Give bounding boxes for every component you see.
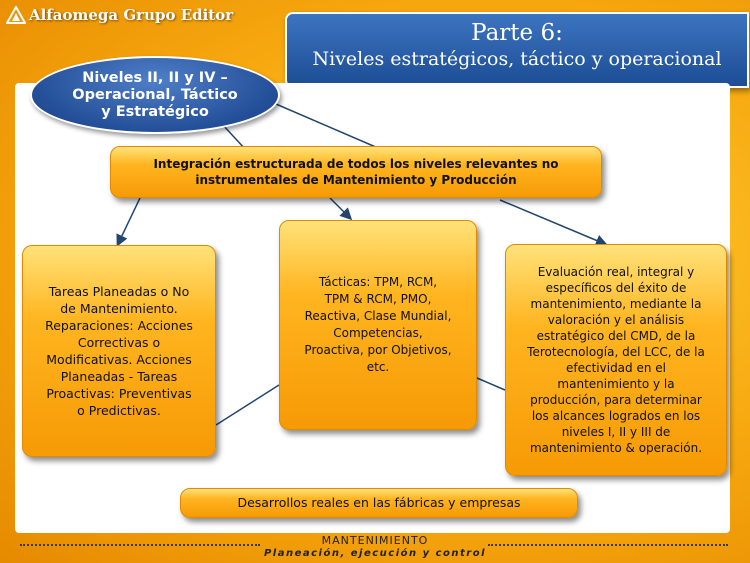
arrow-to-tareas [118,198,140,244]
desarrollos-box [180,488,578,518]
tareas-line: de Mantenimiento. [60,301,178,316]
evaluacion-line: Terotecnología, del LCC, de la [527,345,705,359]
tacticas-line: Competencias, [333,326,423,340]
connector-tareas-tacticas [216,385,279,425]
evaluacion-box [505,244,727,476]
evaluacion-line: mantenimiento & operación. [529,441,703,455]
integration-box [110,146,602,198]
evaluacion-line: efectividad en el [566,361,666,375]
tareas-line: Reparaciones: Acciones [45,318,193,333]
footer-book-title: MANTENIMIENTO [321,534,429,547]
tareas-line: Planeadas - Tareas [60,369,178,384]
slide-title: Parte 6: [471,20,563,46]
tareas-line: Correctivas o [77,335,161,350]
desarrollos-text: Desarrollos reales en las fábricas y empresas [237,495,521,510]
levels-ellipse: Niveles II, II y IV – Operacional, Táctico y Estratégico [30,56,280,134]
tareas-line: Modificativas. Acciones [46,352,192,367]
tareas-line: Proactivas: Preventivas [46,386,192,401]
evaluacion-line: mantenimiento, mediante la [530,297,702,311]
brand-name: Alfaomega Grupo Editor [29,6,234,24]
tacticas-line: Proactiva, por Objetivos, [304,343,452,357]
evaluacion-line: estratégico del CMD, de la [536,329,696,343]
evaluacion-line: los alcances logrados en los [531,409,701,423]
integration-line: Integración estructurada de todos los niveles relevantes no [153,157,559,171]
evaluacion-line: producción, para determinar [530,393,702,407]
footer-book-subtitle: Planeación, ejecución y control [263,548,487,559]
evaluacion-line: mantenimiento y la [557,377,675,391]
tacticas-line: TPM & RCM, PMO, [324,292,432,306]
arrow-to-tacticas [330,198,350,218]
tacticas-line: Reactiva, Clase Mundial, [304,309,452,323]
connector-tacticas-evaluacion [477,378,505,390]
tacticas-box [279,220,477,430]
evaluacion-line: específicos del éxito de [545,281,687,295]
integration-line: instrumentales de Mantenimiento y Producción [195,173,517,187]
arrow-to-evaluacion [500,200,605,244]
tacticas-line: Tácticas: TPM, RCM, [318,275,438,289]
tacticas-line: etc. [366,360,390,374]
slide-subtitle: Niveles estratégicos, táctico y operacional [312,48,722,70]
evaluacion-line: niveles I, II y III de [561,425,671,439]
tareas-box [22,245,216,457]
connector-ellipse-evaluation [262,98,378,148]
tareas-line: o Predictivas. [77,403,161,418]
tareas-line: Tareas Planeadas o No [48,284,190,299]
evaluacion-line: Evaluación real, integral y [537,265,695,279]
evaluacion-line: valoración y el análisis [547,313,685,327]
